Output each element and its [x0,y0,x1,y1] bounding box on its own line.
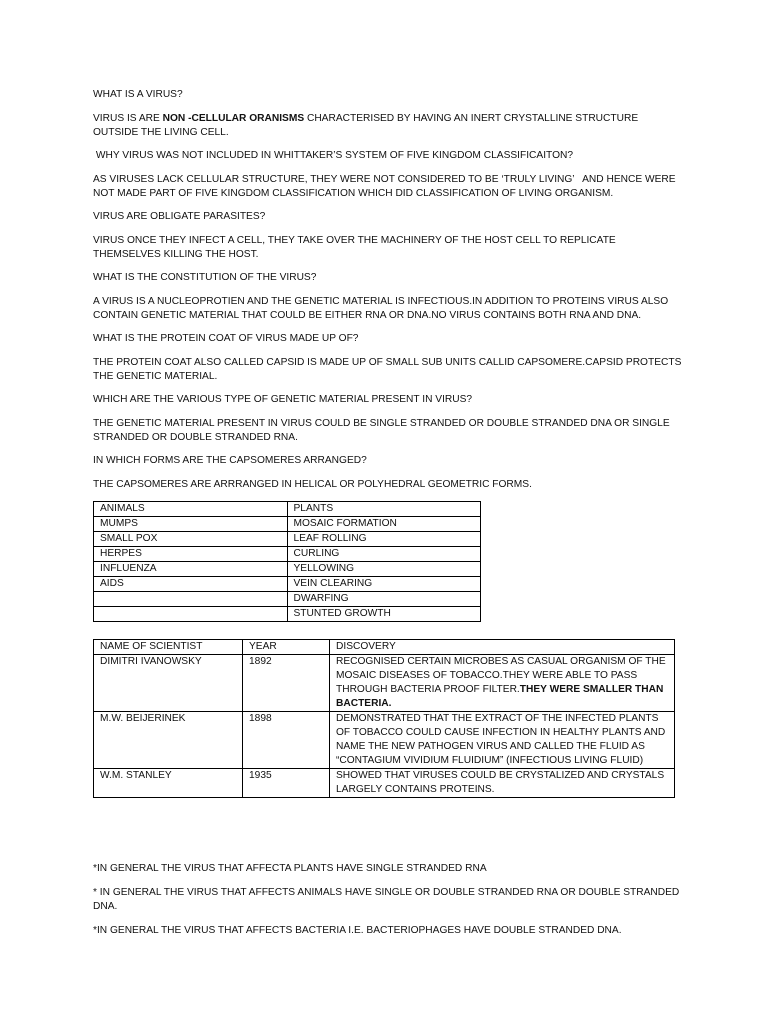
answer-capsomeres: THE CAPSOMERES ARE ARRRANGED IN HELICAL OR POLYHEDRAL GEOMETRIC FORMS. [93,478,532,490]
table-cell: MOSAIC FORMATION [287,516,481,531]
answer-text: VIRUS IS ARE [93,112,163,124]
answer-what-is-virus [93,112,683,140]
discovery-desc: SHOWED THAT VIRUSES COULD BE CRYSTALIZED AND CRYSTALS LARGELY CONTAINS PROTEINS. [336,769,665,795]
notes-section [93,862,683,938]
question-obligate-parasites: VIRUS ARE OBLIGATE PARASITES? [93,211,266,222]
answer-constitution: A VIRUS IS A NUCLEOPROTIEN AND THE GENETIC MATERIAL IS INFECTIOUS.IN ADDITION TO PROTEINS VIRUS ALSO CONTAIN GENETIC MATERIAL THAT COULD BE EITHER RNA OR DNA.NO VIRUS CONTAINS BOTH RNA AND DNA. [93,295,669,321]
table-cell: ANIMALS [94,501,288,516]
table-cell: STUNTED GROWTH [287,606,481,621]
discovery-text [330,711,675,768]
table-row [94,531,481,546]
bold-term: NON -CELLULAR ORANISMS [162,112,305,124]
table-row [94,768,675,797]
table-cell: LEAF ROLLING [287,531,481,546]
table-cell [94,591,288,606]
answer-genetic-material: THE GENETIC MATERIAL PRESENT IN VIRUS COULD BE SINGLE STRANDED OR DOUBLE STRANDED DNA OR SINGLE STRANDED OR DOUBLE STRANDED RNA. [93,417,670,443]
header-cell: DISCOVERY [330,639,675,654]
table-cell: PLANTS [287,501,481,516]
table-cell: AIDS [94,576,288,591]
discovery-text [330,654,675,711]
scientist-name: DIMITRI IVANOWSKY [94,654,243,711]
table-cell [94,606,288,621]
table-cell: CURLING [287,546,481,561]
answer-obligate-parasites: VIRUS ONCE THEY INFECT A CELL, THEY TAKE OVER THE MACHINERY OF THE HOST CELL TO REPLICATE THEMSELVES KILLING THE HOST. [93,234,616,260]
scientist-name: W.M. STANLEY [94,768,243,797]
scientist-name: M.W. BEIJERINEK [94,711,243,768]
table-row [94,576,481,591]
question-constitution: WHAT IS THE CONSTITUTION OF THE VIRUS? [93,272,317,283]
answer-protein-coat: THE PROTEIN COAT ALSO CALLED CAPSID IS MADE UP OF SMALL SUB UNITS CALLID CAPSOMERE.CAPSID PROTECTS THE GENETIC MATERIAL. [93,356,682,382]
answer-whittaker: AS VIRUSES LACK CELLULAR STRUCTURE, THEY WERE NOT CONSIDERED TO BE ‘TRULY LIVING’ AND HENCE WERE NOT MADE PART OF FIVE KINGDOM CLASSIFICATION WHICH DID CLASSIFICATION OF LIVING ORGANISM. [93,173,679,199]
note-plants: *IN GENERAL THE VIRUS THAT AFFECTA PLANTS HAVE SINGLE STRANDED RNA [93,862,487,874]
table-row [94,654,675,711]
table-row [94,591,481,606]
table-row [94,561,481,576]
header-cell: NAME OF SCIENTIST [94,639,243,654]
note-animals: * IN GENERAL THE VIRUS THAT AFFECTS ANIMALS HAVE SINGLE OR DOUBLE STRANDED RNA OR DOUBLE STRANDED DNA. [93,886,680,912]
table-header-row [94,639,675,654]
discovery-year: 1898 [243,711,330,768]
question-whittaker: WHY VIRUS WAS NOT INCLUDED IN WHITTAKER’S SYSTEM OF FIVE KINGDOM CLASSIFICAITON? [93,150,574,161]
header-cell: YEAR [243,639,330,654]
discovery-desc: RECOGNISED CERTAIN MICROBES AS CASUAL ORGANISM OF THE MOSAIC DISEASES OF TOBACCO.THEY WERE ABLE TO PASS THROUGH BACTERIA PROOF FILTER. [336,655,666,695]
question-genetic-material: WHICH ARE THE VARIOUS TYPE OF GENETIC MATERIAL PRESENT IN VIRUS? [93,394,473,405]
discovery-bold: THEY WERE SMALLER THAN BACTERIA. [336,683,664,709]
table-row [94,606,481,621]
table-cell: MUMPS [94,516,288,531]
table-row [94,546,481,561]
disease-table [93,501,481,622]
scientist-table [93,639,675,798]
table-cell: YELLOWING [287,561,481,576]
table-row [94,711,675,768]
document-body [93,88,683,948]
table-row [94,516,481,531]
table-row [94,501,481,516]
table-cell: VEIN CLEARING [287,576,481,591]
discovery-year: 1935 [243,768,330,797]
note-bacteria: *IN GENERAL THE VIRUS THAT AFFECTS BACTERIA I.E. BACTERIOPHAGES HAVE DOUBLE STRANDED DNA. [93,924,622,936]
discovery-desc: DEMONSTRATED THAT THE EXTRACT OF THE INFECTED PLANTS OF TOBACCO COULD CAUSE INFECTION IN HEALTHY PLANTS AND NAME THE NEW PATHOGEN VIRUS AND CALLED THE FLUID AS “CONTAGIUM VIVIDIUM FLUIDIUM” (INFECTIOUS LIVING FLUID) [336,712,666,766]
question-protein-coat: WHAT IS THE PROTEIN COAT OF VIRUS MADE UP OF? [93,333,359,344]
discovery-text [330,768,675,797]
question-capsomeres: IN WHICH FORMS ARE THE CAPSOMERES ARRANGED? [93,455,367,466]
table-cell: HERPES [94,546,288,561]
answer-text: CHARACTERISED BY HAVING AN INERT CRYSTALLINE STRUCTURE OUTSIDE THE LIVING CELL. [93,112,639,138]
question-what-is-virus: WHAT IS A VIRUS? [93,89,183,100]
table-cell: DWARFING [287,591,481,606]
table-cell: SMALL POX [94,531,288,546]
table-cell: INFLUENZA [94,561,288,576]
discovery-year: 1892 [243,654,330,711]
